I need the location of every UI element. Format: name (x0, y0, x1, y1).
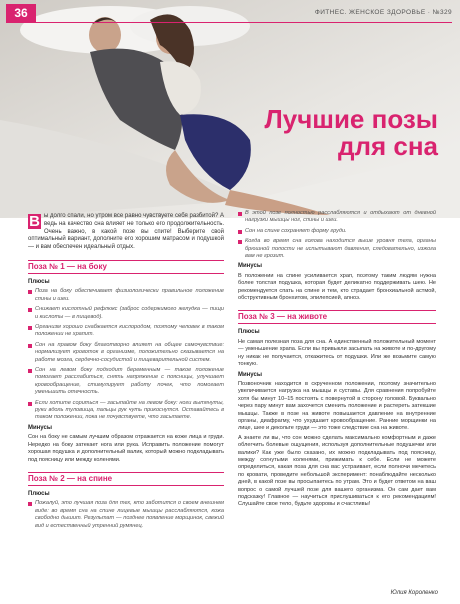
pose-1-pluses-label: Плюсы (28, 278, 50, 285)
pose-2-title: Поза № 2 — на спине (28, 472, 224, 486)
pose-3-title: Поза № 3 — на животе (238, 310, 436, 324)
pose-3-minus-text: Позвоночник находится в скрученном положении, поэтому значительно увеличивается нагрузка на мышцы и суставы. Для сравнения попробуйте хотя бы минут 10–15 постоять с повернутой в сторону головой. Буквально через пару минут вам захочется сменить положение и растереть затекшие мышцы. Также в позе на животе повышается давление на внутренние органы, диафрагму, что ухудшает кровообращение. Ранние морщинки на лице, шее и декольте груди — это тоже следствие сна на животе. (238, 380, 436, 432)
bullet-square-icon (28, 402, 32, 406)
list-item: Пожалуй, это лучшая поза для тех, кто заботится о своем внешнем виде: во время сна на спине лицевые мышцы расслабляются, кожа свободно дышит. Результат — позднее появление морщинок, свежий вид и естественный утренний румянец. (28, 500, 224, 530)
list-item: Когда во время сна голова находится выше уровня тела, органы брюшной полости не испытывают давления, следовательно, изжога вам не грозит. (238, 238, 436, 260)
bullet-square-icon (28, 344, 32, 348)
headline-line-2: для сна (337, 131, 438, 161)
intro-text: ы долго спали, но утром все равно чувствуете себя разбитой? А ведь на качество сна влияет не только его продолжительность. Очень важно, в какой позе вы спите! Выберите свой оптимальный вариант, дополните его хорошим матрасом и подушкой — и вам обеспечен идеальный отдых. (28, 213, 224, 251)
pose-1-minus-text: Сон на боку не самым лучшим образом отражается на коже лица и груди. Нередко на боку затекает нога или рука. Исправить положение помогут хорошая подушка и дополнительный валик, который можно подкладывать под поясницу или между коленями. (28, 434, 224, 463)
magazine-title: ФИТНЕС. ЖЕНСКОЕ ЗДОРОВЬЕ · №329 (314, 9, 452, 16)
bullet-square-icon (28, 369, 32, 373)
article-headline (264, 106, 438, 160)
closing-paragraph: А знаете ли вы, что сон можно сделать максимально комфортным и даже облегчить болевые ощущения, используя дополнительные подушечки или валики? Как уже было сказано, их можно подкладывать под поясницу, между согнутыми коленями, прижимать к себе. Если не можете определиться, какая поза для сна вас устраивает, если полночи мечетесь по кровати, проведите небольшой эксперимент: понаблюдайте несколько дней, в какой позе вы просыпаетесь по утрам. Это и будет ответом на ваш вопрос о самой лучшей позе для вашего организма. Он сам дает вам подсказку! Главное — научиться прислушиваться к его рекомендациям! Слушайте свое тело, будьте здоровы и счастливы! (238, 434, 436, 508)
list-item: Сон на спине сохраняет форму груди. (238, 228, 436, 235)
pose-2-minuses-label: Минусы (238, 263, 262, 270)
bullet-square-icon (238, 230, 242, 234)
pose-3-plus-text: Не самая полезная поза для сна. А единственный положительный момент — уменьшение храпа. Если вы привыкли засыпать на животе и по-другому ну никак не получается, откажитесь от подушки. Или же возьмите самую тонкую. (238, 338, 436, 368)
intro-paragraph (28, 213, 224, 252)
list-item: Сон на левом боку подходит беременным — такое положение помогает расслабиться, снять напряжение с поясницы, улучшает кровообращение, стимулирует работу почек, что помогает уменьшить отечность. (28, 367, 224, 397)
bullet-square-icon (238, 212, 242, 216)
list-item: Если хотите сориться — засыпайте на левом боку: ноги вытянуты, руки вдоль туловища, пальцы рук чуть прикоснутся. Оставайтесь в таком положении, пока не почувствуете, что засыпаете. (28, 400, 224, 422)
author-signature: Юлия Короленко (390, 590, 438, 596)
bullet-square-icon (28, 502, 32, 506)
list-item: Поза на боку обеспечивает физиологически правильное положение спины и шеи. (28, 288, 224, 303)
bullet-square-icon (28, 290, 32, 294)
page-number: 36 (6, 4, 36, 22)
list-item: Организм хорошо снабжается кислородом, поэтому человек в таком положении не храпит. (28, 324, 224, 339)
right-column (238, 210, 436, 511)
pose-3-pluses-label: Плюсы (238, 329, 260, 336)
bullet-square-icon (238, 240, 242, 244)
list-item: Сон на правом боку благотворно влияет на общее самочувствие: нормализует кровоток в организме, положительно сказывается на работе мозга, сердечно-сосудистой и пищеварительной систем. (28, 342, 224, 364)
pose-1-minuses-label: Минусы (28, 424, 52, 431)
pose-2-pluses-label: Плюсы (28, 490, 50, 497)
bullet-square-icon (28, 308, 32, 312)
headline-line-1: Лучшие позы (264, 104, 438, 134)
pose-2-minus-text: В положении на спине усиливается храп, поэтому таким людям нужна более толстая подушка, которая будет деликатно поддерживать шею. Не рекомендуется спать на спине и тем, кто страдает бронхиальной астмой, обструктивным бронхитом, эпилепсией, апноэ. (238, 272, 436, 302)
dropcap: В (29, 212, 40, 230)
left-column (28, 213, 224, 533)
list-item: В этой позе полностью расслабляются и отдыхают от дневной нагрузки мышцы ног, спины и шеи. (238, 210, 436, 225)
pose-1-title: Поза № 1 — на боку (28, 260, 224, 274)
pose-3-minuses-label: Минусы (238, 371, 262, 378)
bullet-square-icon (28, 326, 32, 330)
list-item: Снижает кислотный рефлюкс (заброс содержимого желудка — пищи и кислоты — в пищевод). (28, 306, 224, 321)
header-divider (6, 22, 452, 23)
